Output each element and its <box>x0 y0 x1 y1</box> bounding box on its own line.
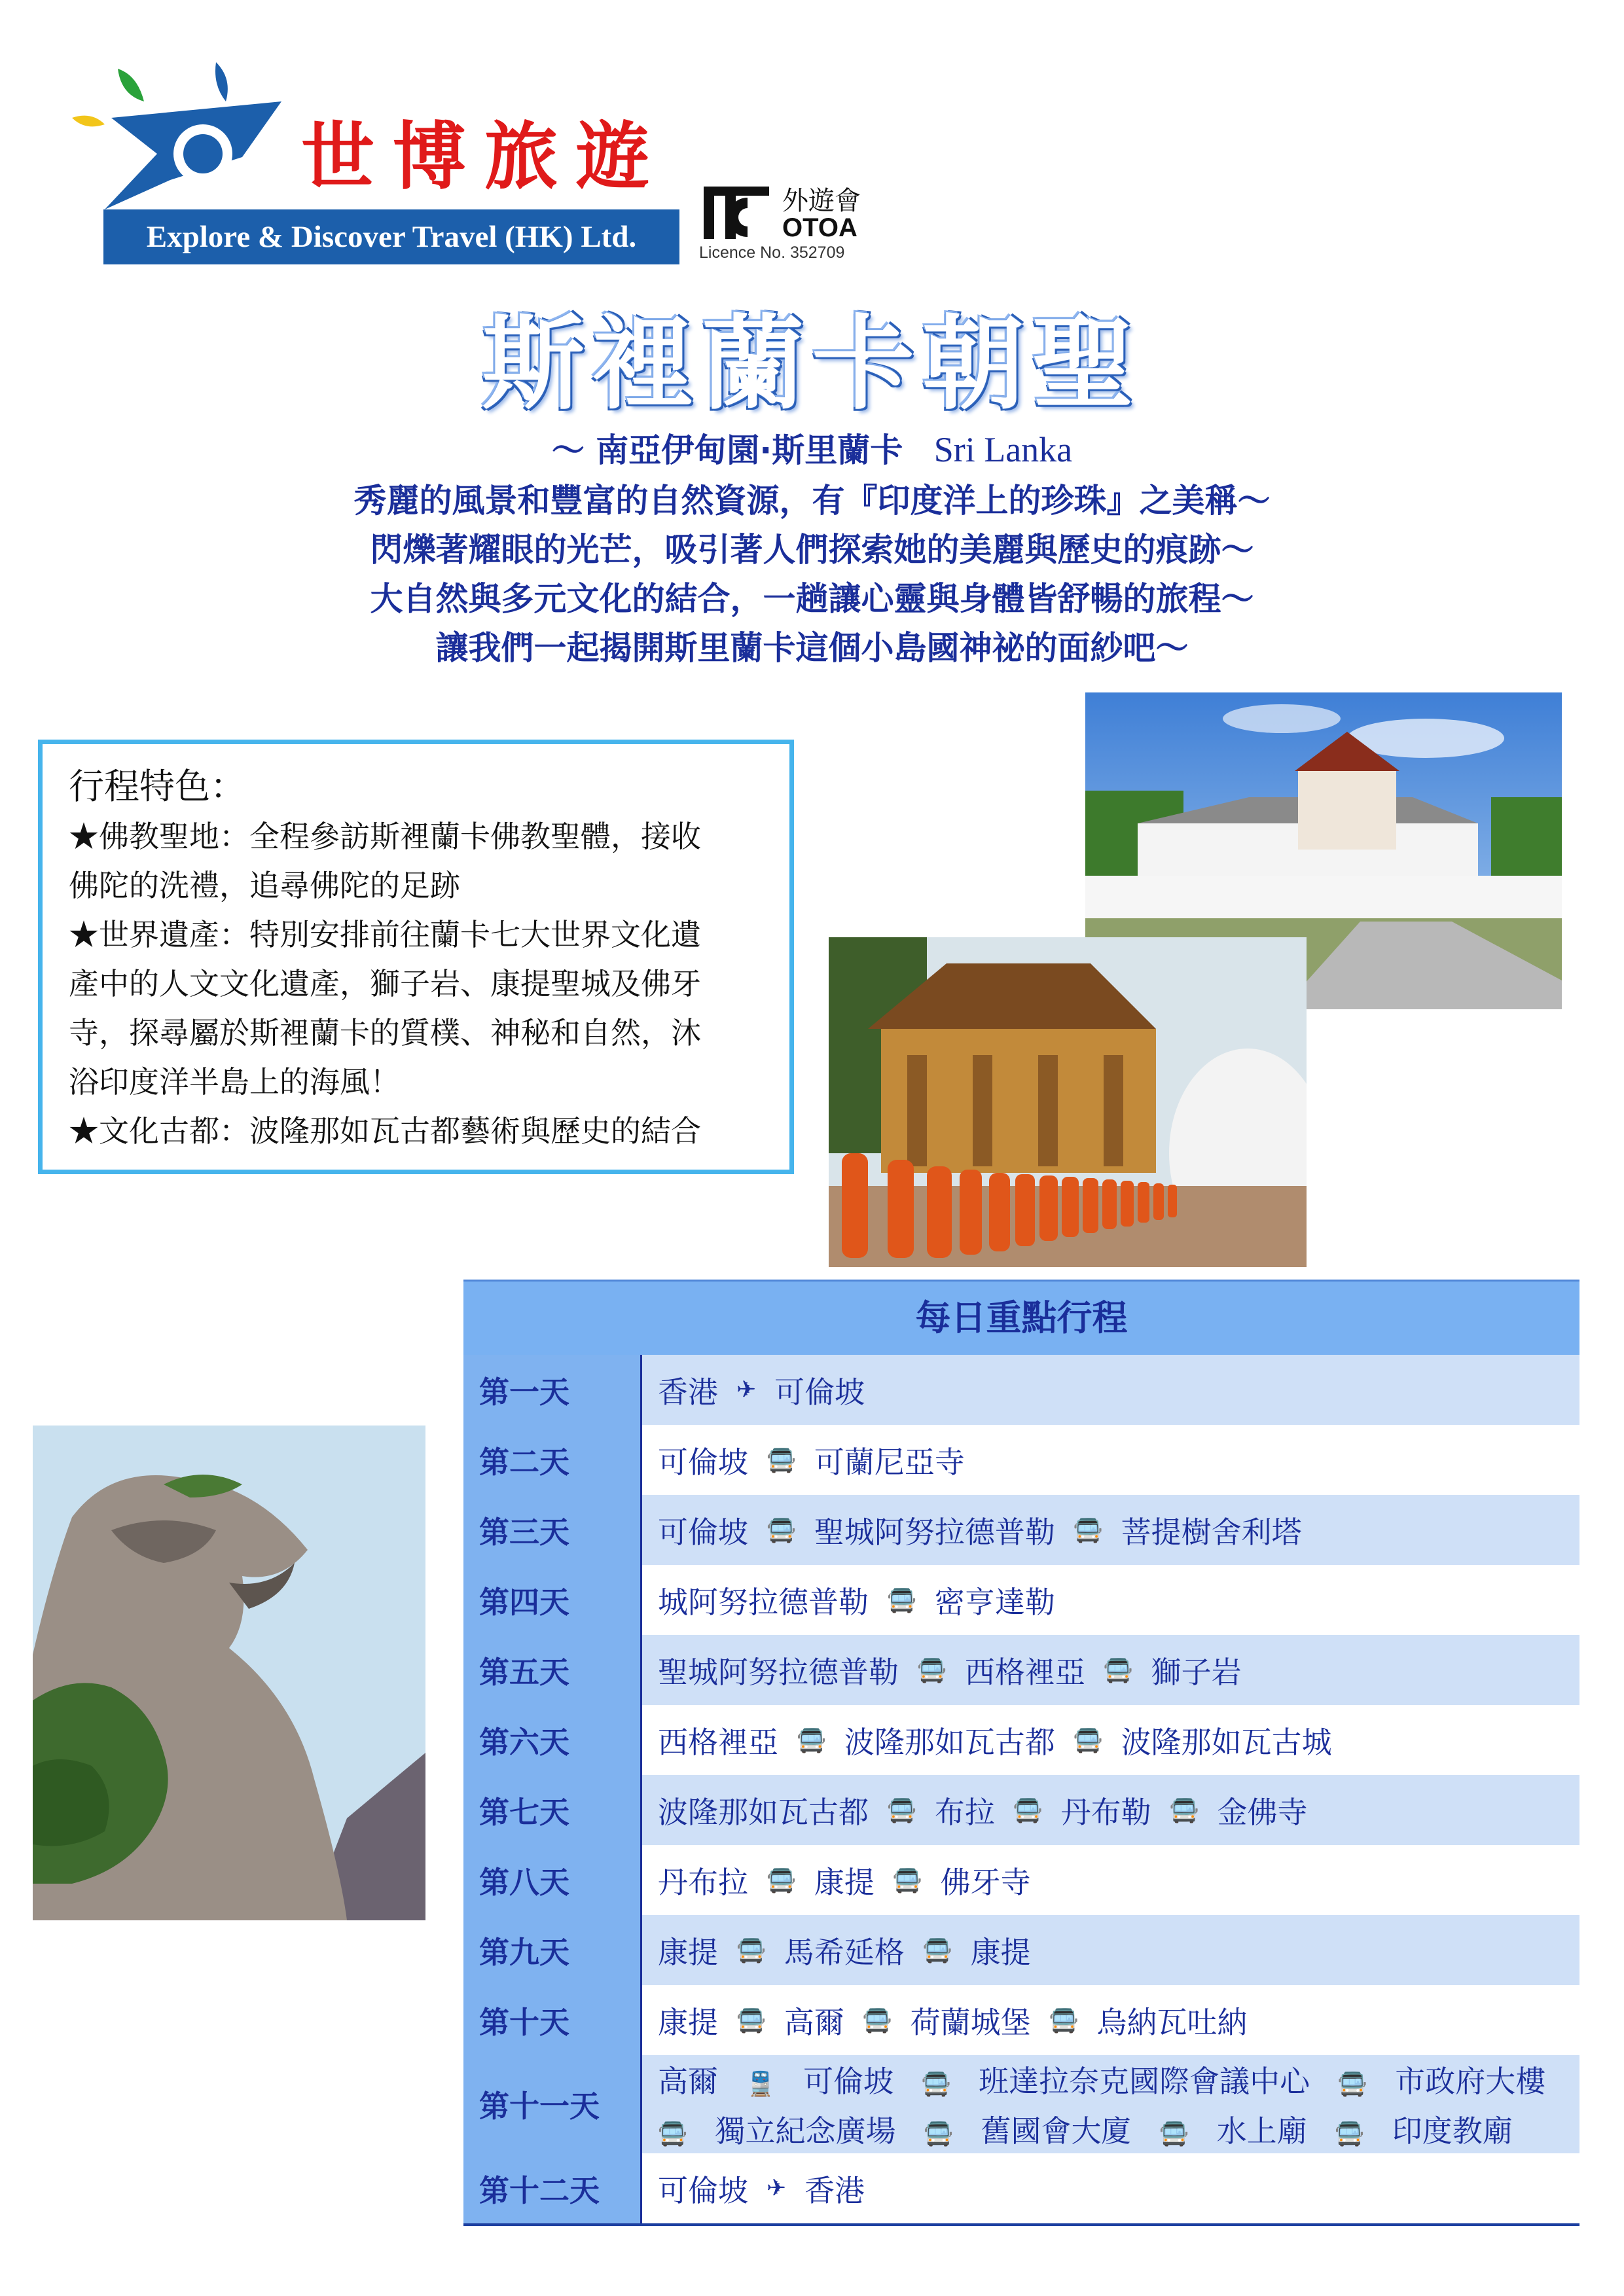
intro-line-1-cn: ～ 南亞伊甸園·斯里蘭卡 <box>551 431 903 469</box>
features-line: ★世界遺產：特別安排前往蘭卡七大世界文化遺 <box>69 917 701 952</box>
route-stop: 康提 <box>814 1864 875 1900</box>
row-day-label: 第三天 <box>463 1495 640 1565</box>
monks-temple-photo <box>829 937 1307 1267</box>
row-day-label: 第四天 <box>463 1565 640 1635</box>
bus-icon: 🚍 <box>892 1867 922 1894</box>
otoa-name-cn: 外遊會 <box>782 186 861 216</box>
row-day-label: 第七天 <box>463 1775 640 1845</box>
route-stop: 市政府大樓 <box>1395 2064 1546 2099</box>
row-day-label: 第一天 <box>463 1355 640 1425</box>
bus-icon: 🚍 <box>917 1657 947 1684</box>
row-route <box>640 2055 1579 2153</box>
licence-number: Licence No. 352709 <box>699 243 845 262</box>
route-stop: 聖城阿努拉德普勒 <box>814 1514 1055 1550</box>
itinerary-row <box>463 1775 1579 1845</box>
itinerary-row <box>463 2153 1579 2223</box>
row-day-label: 第五天 <box>463 1635 640 1705</box>
itinerary-row <box>463 1705 1579 1775</box>
itinerary-row <box>463 2055 1579 2153</box>
itinerary-row <box>463 1845 1579 1915</box>
route-stop: 可倫坡 <box>803 2064 894 2099</box>
bus-icon: 🚍 <box>922 1937 952 1964</box>
route-stop: 波隆那如瓦古都 <box>658 1794 869 1830</box>
row-route <box>640 1985 1579 2055</box>
row-route <box>640 1635 1579 1705</box>
route-stop: 佛牙寺 <box>940 1864 1031 1900</box>
row-day-label: 第九天 <box>463 1915 640 1985</box>
bus-icon: 🚍 <box>887 1587 916 1614</box>
lion-rock-photo <box>33 1426 425 1920</box>
bus-icon: 🚍 <box>862 2007 892 2034</box>
features-line: 產中的人文文化遺產，獅子岩、康提聖城及佛牙 <box>69 966 701 1001</box>
route-stop: 香港 <box>658 1374 718 1410</box>
features-line: 浴印度洋半島上的海風！ <box>69 1064 400 1100</box>
row-route <box>640 1565 1579 1635</box>
intro-line-4: 大自然與多元文化的結合，一趟讓心靈與身體皆舒暢的旅程～ <box>370 580 1254 618</box>
route-stop: 可蘭尼亞寺 <box>814 1444 965 1480</box>
plane-icon: ✈ <box>767 2175 787 2202</box>
route-stop: 密亨達勒 <box>934 1584 1055 1620</box>
features-line: 寺，探尋屬於斯裡蘭卡的質樸、神秘和自然，沐 <box>69 1015 701 1050</box>
features-line: ★佛教聖地：全程參訪斯裡蘭卡佛教聖體，接收 <box>69 819 701 854</box>
bus-icon: 🚍 <box>924 2121 953 2147</box>
itinerary-row <box>463 1635 1579 1705</box>
bus-icon: 🚍 <box>1169 1797 1199 1824</box>
row-route <box>640 1355 1579 1425</box>
intro-line-3: 閃爍著耀眼的光芒，吸引著人們探索她的美麗與歷史的痕跡～ <box>370 531 1254 569</box>
row-day-label: 第六天 <box>463 1705 640 1775</box>
route-stop: 班達拉奈克國際會議中心 <box>979 2064 1310 2099</box>
bus-icon: 🚍 <box>736 1937 766 1964</box>
row-route <box>640 1775 1579 1845</box>
itinerary-header: 每日重點行程 <box>463 1280 1579 1355</box>
row-day-label: 第十二天 <box>463 2153 640 2223</box>
route-stop: 菩提樹舍利塔 <box>1121 1514 1302 1550</box>
itinerary-row <box>463 1355 1579 1425</box>
bus-icon: 🚍 <box>1013 1797 1043 1824</box>
route-line-1 <box>658 2058 1545 2101</box>
itinerary-row <box>463 1565 1579 1635</box>
table-bottom-border <box>463 2223 1579 2226</box>
route-stop: 城阿努拉德普勒 <box>658 1584 869 1620</box>
features-title: 行程特色： <box>69 766 245 807</box>
features-line: ★文化古都：波隆那如瓦古都藝術與歷史的結合 <box>69 1113 701 1149</box>
itinerary-row <box>463 1425 1579 1495</box>
intro-line-1-en: Sri Lanka <box>933 430 1073 469</box>
features-box <box>38 740 794 1174</box>
bus-icon: 🚍 <box>887 1797 916 1824</box>
page-title: 斯裡蘭卡朝聖 <box>482 304 1142 423</box>
route-stop: 舊國會大廈 <box>981 2113 1132 2149</box>
bus-icon: 🚍 <box>921 2071 951 2098</box>
route-stop: 康提 <box>658 1934 718 1970</box>
bus-icon: 🚍 <box>1073 1516 1103 1544</box>
route-stop: 布拉 <box>934 1794 995 1830</box>
route-stop: 烏納瓦吐納 <box>1096 2004 1248 2040</box>
route-stop: 丹布勒 <box>1060 1794 1151 1830</box>
route-stop: 香港 <box>804 2172 865 2208</box>
row-day-label: 第十一天 <box>463 2055 640 2153</box>
row-day-label: 第八天 <box>463 1845 640 1915</box>
route-line-2 <box>658 2108 1513 2151</box>
row-day-label: 第十天 <box>463 1985 640 2055</box>
bus-icon: 🚍 <box>658 2121 687 2147</box>
route-stop: 可倫坡 <box>658 1444 748 1480</box>
row-route <box>640 1915 1579 1985</box>
route-stop: 馬希延格 <box>784 1934 905 1970</box>
brand-name-en: Explore & Discover Travel (HK) Ltd. <box>103 209 679 264</box>
bus-icon: 🚍 <box>767 1446 796 1474</box>
route-stop: 可倫坡 <box>658 2172 748 2208</box>
route-stop: 康提 <box>658 2004 718 2040</box>
row-route <box>640 2153 1579 2223</box>
route-stop: 康提 <box>970 1934 1031 1970</box>
route-stop: 高爾 <box>658 2064 718 2099</box>
route-stop: 金佛寺 <box>1217 1794 1308 1830</box>
itinerary-row <box>463 1495 1579 1565</box>
route-stop: 水上廟 <box>1216 2113 1307 2149</box>
otoa-logo-icon <box>700 183 772 242</box>
intro-line-5: 讓我們一起揭開斯里蘭卡這個小島國神祕的面紗吧～ <box>435 629 1189 667</box>
route-stop: 可倫坡 <box>658 1514 748 1550</box>
features-line: 佛陀的洗禮，追尋佛陀的足跡 <box>69 868 460 903</box>
itinerary-row <box>463 1985 1579 2055</box>
route-stop: 獨立紀念廣場 <box>715 2113 896 2149</box>
bus-icon: 🚍 <box>736 2007 766 2034</box>
bus-icon: 🚍 <box>1049 2007 1079 2034</box>
route-stop: 波隆那如瓦古都 <box>844 1724 1055 1760</box>
route-stop: 西格裡亞 <box>964 1654 1085 1690</box>
bus-icon: 🚍 <box>797 1727 826 1754</box>
route-stop: 高爾 <box>784 2004 844 2040</box>
otoa-name-en: OTOA <box>782 213 857 242</box>
intro-line-2: 秀麗的風景和豐富的自然資源，有『印度洋上的珍珠』之美稱～ <box>353 482 1271 520</box>
route-stop: 聖城阿努拉德普勒 <box>658 1654 899 1690</box>
intro-line-1 <box>0 424 1624 471</box>
bus-icon: 🚍 <box>1335 2121 1365 2147</box>
route-stop: 西格裡亞 <box>658 1724 778 1760</box>
train-icon: 🚆 <box>746 2071 776 2098</box>
route-stop: 波隆那如瓦古城 <box>1121 1724 1332 1760</box>
row-route <box>640 1425 1579 1495</box>
route-stop: 丹布拉 <box>658 1864 748 1900</box>
bus-icon: 🚍 <box>1073 1727 1103 1754</box>
bus-icon: 🚍 <box>1337 2071 1367 2098</box>
bus-icon: 🚍 <box>1103 1657 1133 1684</box>
bus-icon: 🚍 <box>1159 2121 1189 2147</box>
row-route <box>640 1705 1579 1775</box>
route-stop: 印度教廟 <box>1392 2113 1513 2149</box>
row-route <box>640 1845 1579 1915</box>
route-stop: 可倫坡 <box>774 1374 865 1410</box>
row-day-label: 第二天 <box>463 1425 640 1495</box>
row-route <box>640 1495 1579 1565</box>
itinerary-row <box>463 1915 1579 1985</box>
bus-icon: 🚍 <box>767 1516 796 1544</box>
plane-icon: ✈ <box>736 1376 757 1403</box>
route-stop: 荷蘭城堡 <box>910 2004 1031 2040</box>
brand-name-cn: 世博旅遊 <box>301 114 668 200</box>
route-stop: 獅子岩 <box>1151 1654 1242 1690</box>
bus-icon: 🚍 <box>767 1867 796 1894</box>
